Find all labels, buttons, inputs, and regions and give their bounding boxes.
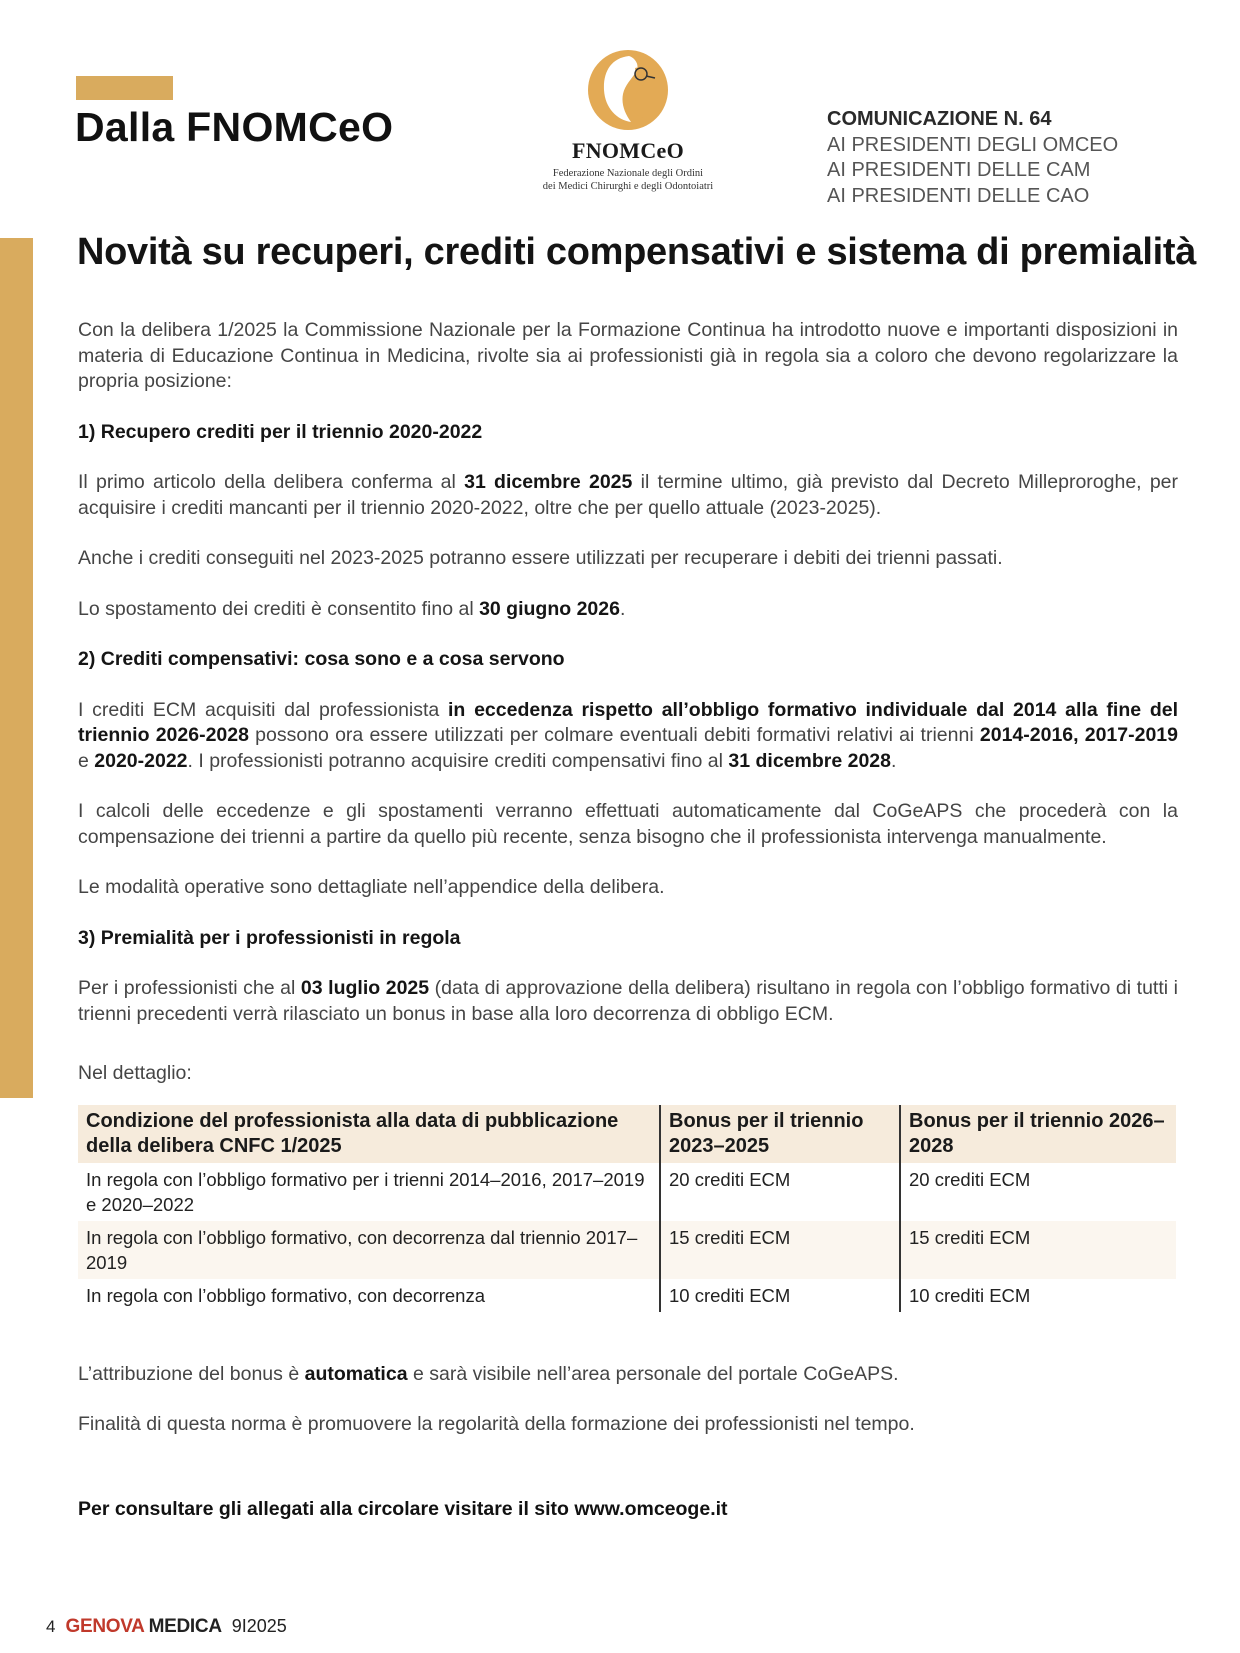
table-cell: In regola con l’obbligo formativo per i trienni 2014–2016, 2017–2019 e 2020–2022 (86, 1168, 645, 1215)
table-cell: 10 crediti ECM (660, 1279, 900, 1312)
recipient-line: AI PRESIDENTI DELLE CAO (827, 184, 1090, 207)
section3-heading: 3) Premialità per i professionisti in regola (78, 926, 461, 949)
table-header-cell: Condizione del professionista alla data di pubblicazione della delibera CNFC 1/2025 (78, 1105, 660, 1163)
section2-paragraph2: I calcoli delle eccedenze e gli spostamenti verranno effettuati automaticamente dal CoGeAPS che procederà con la compensazione dei trienni a partire da quello più recente, senza bisogno che il professionista intervenga manualmente. (78, 800, 1178, 848)
section-label: Dalla FNOMCeO (75, 104, 394, 150)
fnomceo-logo (528, 48, 728, 193)
section1-paragraph2: Anche i crediti conseguiti nel 2023-2025 potranno essere utilizzati per recuperare i debiti dei trienni passati. (78, 547, 1003, 569)
logo-subtitle-line1: Federazione Nazionale degli Ordini (552, 168, 704, 179)
final-note: Per consultare gli allegati alla circolare visitare il sito www.omceoge.it (78, 1497, 728, 1520)
table-cell: In regola con l’obbligo formativo, con decorrenza dal triennio 2017–2019 (78, 1221, 660, 1279)
table-cell: 20 crediti ECM (900, 1163, 1176, 1221)
section3-paragraph1: Per i professionisti che al 03 luglio 2025 (data di approvazione della delibera) risultano in regola con l’obbligo formativo di tutti i trienni precedenti verrà rilasciato un bonus in base alla loro decorrenza di obbligo ECM. (78, 977, 1178, 1025)
section2-paragraph1: I crediti ECM acquisiti dal professionista in eccedenza rispetto all’obbligo formativo individuale dal 2014 alla fine del triennio 2026-2028 possono ora essere utilizzati per colmare eventuali debiti formativi relativi ai trienni 2014-2016, 2017-2019 e 2020-2022. I professionisti potranno acquisire crediti compensativi fino al 31 dicembre 2028. (78, 698, 1178, 772)
magazine-name-genova: GENOVA (65, 1616, 145, 1637)
recipient-line: AI PRESIDENTI DELLE CAM (827, 159, 1091, 181)
section1-heading: 1) Recupero crediti per il triennio 2020-2022 (78, 420, 483, 443)
table-row (78, 1163, 1176, 1221)
table-cell: 10 crediti ECM (900, 1279, 1176, 1312)
section1-paragraph3: Lo spostamento dei crediti è consentito fino al 30 giugno 2026. (78, 597, 626, 620)
section1-paragraph1: Il primo articolo della delibera conferma al 31 dicembre 2025 il termine ultimo, già previsto dal Decreto Milleproroghe, per acquisire i crediti mancanti per il triennio 2020-2022, oltre che per quello attuale (2023-2025). (78, 471, 1179, 519)
table-header-cell: Bonus per il triennio 2023–2025 (660, 1105, 900, 1163)
table-cell: 20 crediti ECM (660, 1163, 900, 1221)
table-cell: 15 crediti ECM (660, 1221, 900, 1279)
recipient-line: AI PRESIDENTI DEGLI OMCEO (827, 133, 1119, 156)
magazine-name-medica: MEDICA (148, 1616, 222, 1637)
table-row (78, 1279, 1176, 1312)
communication-block (827, 107, 1118, 209)
section2-heading: 2) Crediti compensativi: cosa sono e a cosa servono (78, 648, 565, 670)
intro-paragraph: Con la delibera 1/2025 la Commissione Nazionale per la Formazione Continua ha introdotto nuove e importanti disposizioni in materia di Educazione Continua in Medicina, rivolte sia ai professionisti già in regola sia a coloro che devono regolarizzare la propria posizione: (78, 319, 1178, 392)
page-number: 4 (46, 1617, 56, 1636)
fnomceo-emblem-icon (585, 48, 671, 132)
logo-subtitle (528, 167, 728, 193)
table-header-row (78, 1105, 1176, 1163)
closing-paragraph2: Finalità di questa norma è promuovere la regolarità della formazione dei professionisti nel tempo. (78, 1413, 915, 1435)
table-row (78, 1221, 1176, 1279)
logo-subtitle-line2: dei Medici Chirurghi e degli Odontoiatri (542, 181, 714, 192)
table-cell: In regola con l’obbligo formativo, con decorrenza (86, 1284, 486, 1306)
side-accent-bar (0, 238, 33, 1098)
header-accent-bar (76, 76, 173, 100)
logo-name: FNOMCeO (571, 138, 685, 163)
article-body (78, 318, 1178, 1521)
closing-paragraph1: L’attribuzione del bonus è automatica e sarà visibile nell’area personale del portale CoGeAPS. (78, 1362, 899, 1385)
detail-label: Nel dettaglio: (78, 1062, 192, 1084)
bonus-table (78, 1105, 1176, 1312)
section2-paragraph3: Le modalità operative sono dettagliate nell’appendice della delibera. (78, 876, 665, 898)
page-footer (46, 1616, 287, 1638)
article-title: Novità su recuperi, crediti compensativi e sistema di premialità (77, 231, 1197, 273)
communication-number: COMUNICAZIONE N. 64 (827, 108, 1052, 130)
table-cell: 15 crediti ECM (900, 1221, 1176, 1279)
table-header-cell: Bonus per il triennio 2026–2028 (900, 1105, 1176, 1163)
issue-number: 9I2025 (231, 1616, 287, 1636)
